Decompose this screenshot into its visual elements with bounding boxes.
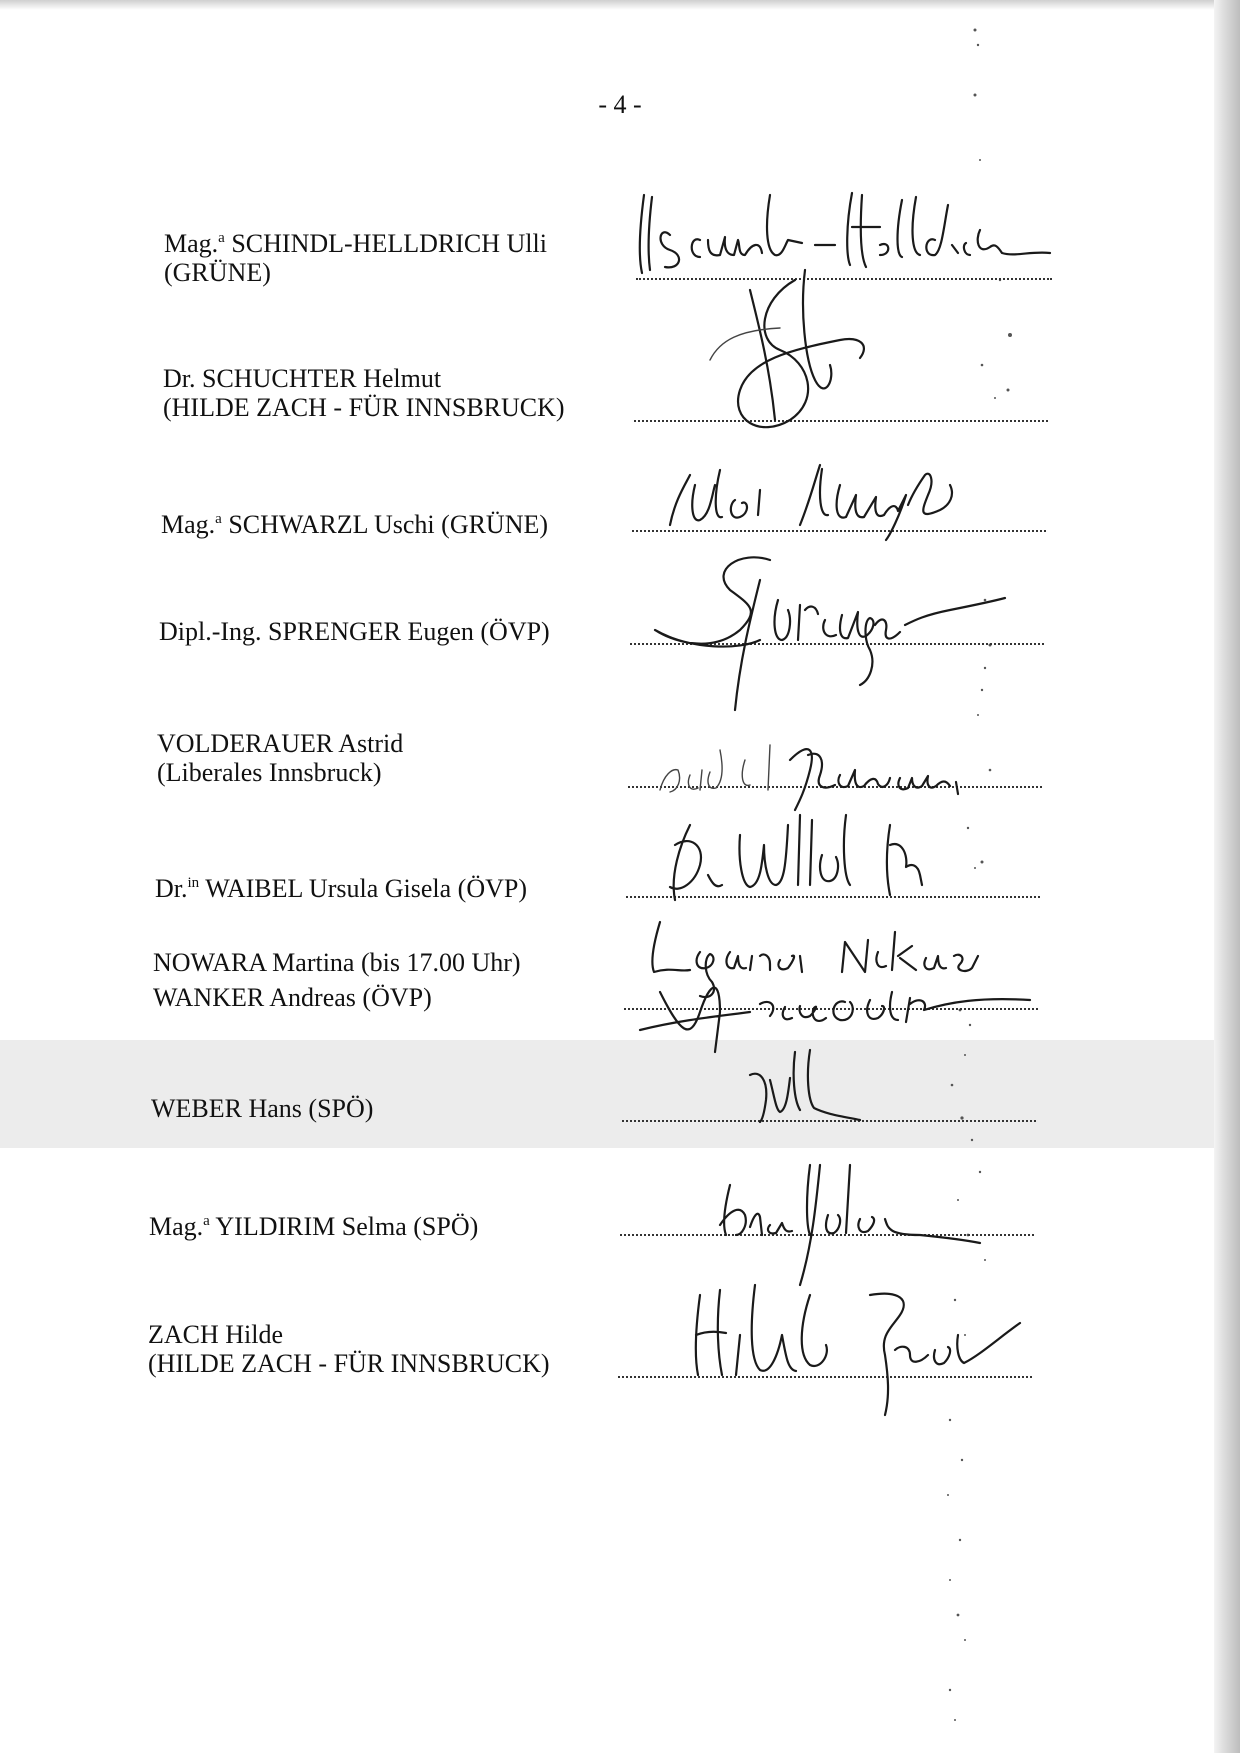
signatory-title-suffix: a [203, 1213, 210, 1229]
signatory-name [153, 945, 521, 1015]
signatory-title: Mag. [164, 229, 219, 258]
signatory-name [157, 729, 403, 787]
signatory-name [155, 869, 527, 903]
signature-zach [670, 1275, 1030, 1425]
signatory-fullname: WANKER Andreas (ÖVP) [153, 983, 432, 1012]
signatory-fullname: WAIBEL Ursula Gisela (ÖVP) [205, 874, 528, 903]
signatory-title: Mag. [161, 510, 216, 539]
signature-yildirim [690, 1155, 990, 1295]
signatory-title: Dr. [163, 364, 196, 393]
signatory-fullname: SCHUCHTER Helmut [202, 364, 442, 393]
signatory-name [159, 617, 550, 646]
signatory-fullname: SPRENGER Eugen (ÖVP) [268, 617, 550, 646]
signatory-party: (Liberales Innsbruck) [157, 758, 382, 787]
signatory-party: (GRÜNE) [164, 258, 271, 287]
signatory-party: (HILDE ZACH - FÜR INNSBRUCK) [148, 1349, 550, 1378]
page-number: - 4 - [598, 90, 642, 119]
signatory-fullname: ZACH Hilde [148, 1320, 284, 1349]
signature-nowara-wanker [620, 912, 1060, 1052]
signatory-fullname: SCHWARZL Uschi (GRÜNE) [228, 510, 549, 539]
signatory-name [148, 1320, 550, 1378]
signatory-fullname: SCHINDL-HELLDRICH Ulli [231, 229, 547, 258]
signature-weber [740, 1040, 880, 1130]
signatory-fullname: YILDIRIM Selma (SPÖ) [215, 1212, 479, 1241]
signature-schuchter [700, 270, 910, 440]
signatory-fullname: VOLDERAUER Astrid [157, 729, 404, 758]
signature-volderauer [650, 730, 1020, 810]
signature-sprenger [650, 540, 1010, 720]
signature-schwarzl [650, 455, 1010, 545]
signatory-name [163, 364, 565, 422]
signature-schindl-helldrich [630, 185, 1060, 280]
signatory-fullname: WEBER Hans (SPÖ) [151, 1094, 374, 1123]
signatory-title-suffix: in [187, 875, 200, 891]
signatory-title-suffix: a [218, 230, 225, 246]
signatory-fullname: NOWARA Martina (bis 17.00 Uhr) [153, 948, 521, 977]
signatory-name [151, 1094, 373, 1123]
signatory-party: (HILDE ZACH - FÜR INNSBRUCK) [163, 393, 565, 422]
signatory-title-suffix: a [215, 511, 222, 527]
signatory-title: Mag. [149, 1212, 204, 1241]
signatory-name [161, 505, 548, 539]
signatory-name [149, 1207, 478, 1241]
signatory-title: Dr. [155, 874, 188, 903]
signature-waibel [650, 805, 980, 905]
signatory-name [164, 224, 547, 287]
signatory-title: Dipl.-Ing. [159, 617, 262, 646]
